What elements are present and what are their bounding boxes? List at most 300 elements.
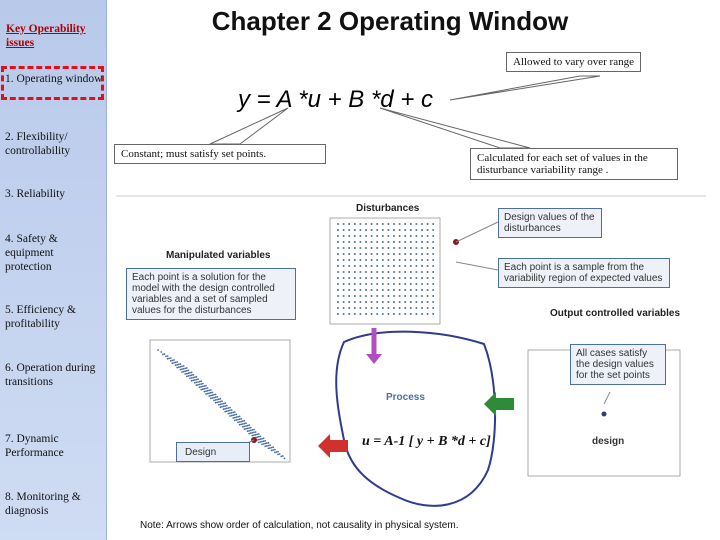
disturbance-dot [348,283,350,285]
disturbance-dot [376,295,378,297]
disturbance-dot [382,223,384,225]
disturbance-dot [371,271,373,273]
manipulated-dot [279,453,281,455]
disturbance-dot [382,241,384,243]
manipulated-dot [196,382,198,384]
main-equation: y = A *u + B *d + c [238,86,433,113]
sidebar-item-efficiency[interactable]: 5. Efficiency & profitability [5,304,76,330]
disturbance-dot [359,253,361,255]
disturbance-dot [432,301,434,303]
manipulated-dot [237,422,239,424]
disturbance-dot [415,301,417,303]
manipulated-dot [228,413,230,415]
disturbance-dot [382,259,384,261]
disturbance-dot [382,307,384,309]
disturbance-dot [376,289,378,291]
disturbance-dot [376,265,378,267]
disturbance-dot [382,247,384,249]
sidebar-item-transitions[interactable]: 6. Operation during transitions [5,362,96,388]
disturbance-dot [337,247,339,249]
disturbance-dot [415,295,417,297]
manipulated-dot [232,417,234,419]
disturbance-dot [365,235,367,237]
design-values-note: Design values of the disturbances [498,208,602,238]
disturbance-dot [427,301,429,303]
manipulated-dot [263,443,265,445]
disturbance-dot [404,235,406,237]
disturbance-dot [410,307,412,309]
manipulated-dot [252,429,254,431]
callout-allowed: Allowed to vary over range [506,52,641,72]
sidebar-item-dynamic[interactable]: 7. Dynamic Performance [5,433,64,459]
disturbance-dot [343,259,345,261]
disturbance-dot [399,301,401,303]
disturbance-dot [421,295,423,297]
disturbance-dot [343,253,345,255]
manipulated-dot [247,425,249,427]
disturbance-dot [348,313,350,315]
manipulated-dot [213,397,215,399]
disturbance-dot [421,259,423,261]
manipulated-dot [266,445,268,447]
disturbance-dot [421,265,423,267]
manipulated-dot [172,360,174,362]
manipulated-dot [271,450,273,452]
manipulated-dot [248,433,250,435]
disturbance-dot [343,313,345,315]
disturbance-dot [427,295,429,297]
disturbance-dot [387,307,389,309]
manipulated-dot [258,439,260,441]
sidebar-key-issues[interactable]: Key Operability issues [6,23,86,49]
manipulated-dot [183,371,185,373]
manipulated-dot [213,400,215,402]
manipulated-dot [277,451,279,453]
manipulated-dot [264,440,266,442]
disturbance-dot [365,229,367,231]
manipulated-dot [186,367,188,369]
disturbance-dot [376,283,378,285]
disturbance-dot [410,289,412,291]
manipulated-dot [240,424,242,426]
disturbance-dot [376,271,378,273]
manipulated-dot [226,408,228,410]
disturbance-dot [348,223,350,225]
disturbance-dot [354,301,356,303]
callout-constant: Constant; must satisfy set points. [114,144,326,164]
disturbance-dot [415,241,417,243]
disturbance-dot [404,301,406,303]
disturbance-dot [354,229,356,231]
disturbance-dot [371,295,373,297]
manipulated-dot [216,399,218,401]
sidebar-item-safety[interactable]: 4. Safety & equipment protection [5,233,58,273]
manipulated-dot [210,389,212,391]
manipulated-dot [205,393,207,395]
disturbance-dot [432,229,434,231]
disturbance-dot [404,277,406,279]
disturbance-dot [415,307,417,309]
manipulated-dot [244,420,246,422]
disturbance-dot [399,259,401,261]
manipulated-dot [224,402,226,404]
disturbance-dot [365,241,367,243]
manipulated-dot [239,421,241,423]
manipulated-dot [168,358,170,360]
manipulated-dot [189,372,191,374]
manipulated-dot [204,388,206,390]
disturbance-dot [387,301,389,303]
manipulated-dot [231,415,233,417]
disturbance-dot [415,253,417,255]
disturbance-dot [365,289,367,291]
manipulated-dot [215,399,217,401]
disturbance-dot [432,253,434,255]
disturbance-dot [404,283,406,285]
disturbance-dot [387,259,389,261]
sidebar-item-reliability[interactable]: 3. Reliability [5,188,66,200]
manipulated-dot [244,428,246,430]
line-sample-note [456,262,498,270]
manipulated-dot [272,449,274,451]
disturbance-dot [343,289,345,291]
disturbance-dot [427,265,429,267]
output-title: Output controlled variables [550,308,681,319]
manipulated-dot [252,432,254,434]
manipulated-dot [180,369,182,371]
manipulated-dot [258,442,260,444]
disturbance-dot [427,307,429,309]
manipulated-dot [215,396,217,398]
manipulated-dot [256,434,258,436]
disturbance-dot [427,271,429,273]
manipulated-dot [175,362,177,364]
disturbance-dot [354,277,356,279]
manipulated-dot [207,387,209,389]
manipulated-dot [282,455,284,457]
manipulated-dot [240,421,242,423]
disturbance-dot [427,253,429,255]
sidebar-item-flexibility[interactable]: 2. Flexibility/ controllability [5,131,71,157]
disturbance-dot [359,277,361,279]
line-all-cases [604,392,610,404]
design-label-left: Design [176,442,250,462]
manipulated-dot [200,386,202,388]
disturbance-dot [387,253,389,255]
manipulated-dot [220,404,222,406]
manipulated-title: Manipulated variables [166,250,271,261]
disturbance-dot [410,283,412,285]
manipulated-dot [223,403,225,405]
disturbance-dot [393,271,395,273]
disturbance-dot [421,241,423,243]
manipulated-dot [260,436,262,438]
manipulated-dot [242,426,244,428]
disturbance-dot [415,259,417,261]
disturbance-dot [393,313,395,315]
disturbance-dot [415,277,417,279]
disturbance-dot [393,283,395,285]
manipulated-dot [228,410,230,412]
manipulated-dot [253,434,255,436]
figure-note: Note: Arrows show order of calculation, not causality in physical system. [140,520,459,531]
manipulated-dot [205,388,207,390]
manipulated-dot [240,418,242,420]
manipulated-dot [229,407,231,409]
manipulated-dot [261,444,263,446]
manipulated-dot [196,379,198,381]
manipulated-dot [221,400,223,402]
disturbance-dot [421,289,423,291]
disturbance-dot [343,283,345,285]
manipulated-dot [268,445,270,447]
manipulated-dot [199,386,201,388]
manipulated-dot [205,390,207,392]
disturbance-dot [354,283,356,285]
manipulated-dot [269,444,271,446]
disturbance-dot [432,295,434,297]
manipulated-dot [165,356,167,358]
disturbance-dot [354,247,356,249]
disturbance-dot [404,223,406,225]
manipulated-dot [258,433,260,435]
disturbance-dot [404,247,406,249]
manipulated-dot [247,428,249,430]
manipulated-dot [252,435,254,437]
disturbance-dot [393,301,395,303]
manipulated-dot [183,368,185,370]
sample-note: Each point is a sample from the variability region of expected values [498,258,670,288]
manipulated-dot [216,396,218,398]
disturbance-dot [387,295,389,297]
manipulated-dot [178,366,180,368]
manipulated-dot [202,386,204,388]
manipulated-dot [274,449,276,451]
manipulated-dot [229,410,231,412]
disturbance-dot [348,247,350,249]
manipulated-dot [160,351,162,353]
disturbance-dot [337,265,339,267]
manipulated-dot [245,422,247,424]
manipulated-dot [250,427,252,429]
disturbance-dot [376,223,378,225]
disturbance-dot [404,265,406,267]
disturbance-dot [348,301,350,303]
process-shape [336,332,495,506]
disturbance-dot [359,295,361,297]
process-equation: u = A-1 [ y + B *d + c] [362,434,491,449]
disturbance-dot [343,277,345,279]
disturbance-dot [404,241,406,243]
disturbance-dot [359,247,361,249]
manipulated-dot [245,425,247,427]
disturbance-dot [348,265,350,267]
manipulated-dot [244,426,246,428]
disturbance-dot [393,295,395,297]
disturbance-dot [410,229,412,231]
disturbance-dot [382,265,384,267]
manipulated-dot [188,372,190,374]
manipulated-dot [236,414,238,416]
disturbance-dot [421,283,423,285]
disturbance-dot [432,313,434,315]
disturbance-dot [432,241,434,243]
disturbance-dot [432,307,434,309]
disturbance-dot [415,247,417,249]
disturbance-dot [343,271,345,273]
disturbance-dot [410,265,412,267]
disturbance-dot [410,277,412,279]
disturbance-dot [387,247,389,249]
manipulated-dot [260,438,262,440]
disturbance-dot [393,307,395,309]
manipulated-dot [202,388,204,390]
disturbance-dot [337,295,339,297]
manipulated-dot [172,362,174,364]
disturbance-dot [354,289,356,291]
disturbance-dot [404,271,406,273]
manipulated-dot [184,370,186,372]
disturbance-dot [337,229,339,231]
disturbance-dot [371,241,373,243]
disturbance-dot [343,265,345,267]
manipulated-dot [269,447,271,449]
disturbance-dot [393,259,395,261]
disturbance-dot [365,313,367,315]
disturbance-dot [382,229,384,231]
disturbance-dot [365,223,367,225]
disturbance-dot [421,235,423,237]
disturbance-dot [371,253,373,255]
sidebar-item-monitoring[interactable]: 8. Monitoring & diagnosis [5,491,81,517]
manipulated-dot [191,377,193,379]
disturbance-dot [348,235,350,237]
manipulated-dot [234,414,236,416]
manipulated-dot [223,406,225,408]
manipulated-dot [157,349,159,351]
manipulated-dot [221,406,223,408]
disturbance-dot [410,259,412,261]
disturbance-dot [415,313,417,315]
manipulated-dot [164,353,166,355]
disturbance-dot [399,247,401,249]
disturbance-dot [376,229,378,231]
manipulated-dot [274,452,276,454]
sidebar-item-operating-window[interactable]: 1. Operating window [5,73,103,85]
disturbance-dot [393,235,395,237]
disturbance-dot [427,223,429,225]
manipulated-dot [180,363,182,365]
disturbance-dot [399,223,401,225]
disturbance-dot [421,307,423,309]
disturbance-dot [421,277,423,279]
disturbance-dot [365,295,367,297]
manipulated-dot [199,384,201,386]
disturbance-dot [393,265,395,267]
disturbance-dot [404,253,406,255]
disturbance-dot [415,289,417,291]
manipulated-dot [220,401,222,403]
disturbance-dot [382,283,384,285]
manipulated-dot [173,359,175,361]
disturbance-dot [348,259,350,261]
manipulated-dot [224,405,226,407]
disturbance-dot [343,247,345,249]
manipulated-dot [220,406,222,408]
manipulated-dot [208,395,210,397]
manipulated-dot [181,371,183,373]
disturbance-dot [371,235,373,237]
disturbance-dot [337,271,339,273]
disturbance-dot [432,265,434,267]
disturbance-dot [376,235,378,237]
disturbance-dot [376,307,378,309]
disturbance-dot [387,289,389,291]
disturbance-dot [337,283,339,285]
disturbance-dot [348,271,350,273]
disturbances-axes [330,218,440,324]
manipulated-dot [173,362,175,364]
manipulated-dot [192,377,194,379]
disturbance-dot [399,253,401,255]
manipulated-dot [186,370,188,372]
disturbance-dot [415,235,417,237]
manipulated-dot [226,405,228,407]
disturbance-dot [343,295,345,297]
manipulated-dot [264,443,266,445]
disturbance-dot [421,301,423,303]
disturbance-dot [410,271,412,273]
manipulated-dot [207,393,209,395]
manipulated-dot [186,376,188,378]
manipulated-dot [271,447,273,449]
disturbances-title: Disturbances [356,203,420,214]
manipulated-dot [197,381,199,383]
manipulated-dot [276,451,278,453]
disturbance-dot [427,229,429,231]
disturbance-dot [387,223,389,225]
disturbance-dot [343,229,345,231]
manipulated-dot [231,412,233,414]
manipulated-dot [224,411,226,413]
disturbance-dot [343,223,345,225]
disturbance-dot [337,235,339,237]
disturbance-dot [421,253,423,255]
disturbance-dot [415,229,417,231]
manipulated-dot [192,374,194,376]
disturbance-dot [387,271,389,273]
disturbance-dot [393,253,395,255]
manipulated-dot [229,415,231,417]
manipulated-dot [210,392,212,394]
disturbance-dot [399,265,401,267]
disturbance-dot [404,259,406,261]
process-label: Process [386,392,425,403]
manipulated-dot [221,403,223,405]
disturbance-dot [415,271,417,273]
manipulated-dot [258,436,260,438]
disturbance-dot [393,229,395,231]
manipulated-dot [178,364,180,366]
manipulated-dot [234,411,236,413]
manipulated-dot [212,394,214,396]
disturbance-dot [415,223,417,225]
disturbance-dot [427,283,429,285]
disturbance-dot [376,241,378,243]
manipulated-dot [186,373,188,375]
disturbance-dot [410,235,412,237]
disturbance-dot [382,253,384,255]
